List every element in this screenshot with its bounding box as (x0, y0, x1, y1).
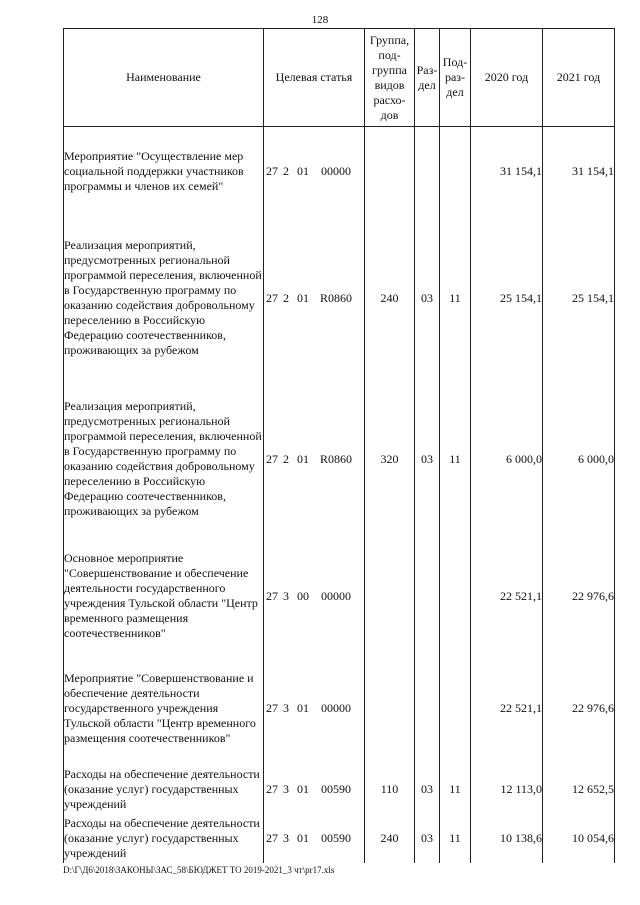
target-article-part: 27 (266, 163, 278, 178)
target-article-part: 01 (297, 781, 309, 796)
header-section: Раз-дел (415, 29, 440, 127)
row-target-article (264, 147, 365, 195)
row-target-article (264, 387, 365, 531)
target-article-part: 3 (283, 830, 289, 845)
page-number: 128 (311, 14, 329, 26)
target-article-part: 2 (283, 290, 289, 305)
row-name: Расходы на обеспечение деятельности (оказание услуг) государственных учреждений (64, 765, 264, 813)
target-article-part: R0860 (319, 451, 352, 466)
table-row (64, 147, 615, 195)
row-expense-group (365, 147, 415, 195)
row-target-article (264, 541, 365, 651)
header-expense-group: Группа, под-группа видов расхо-дов (365, 29, 415, 127)
row-subsection: 11 (440, 765, 471, 813)
row-name: Мероприятие "Совершенствование и обеспечение деятельности государственного учреждения Тульской области "Центр временного размещения соотечественников" (64, 661, 264, 755)
table-row (64, 661, 615, 755)
target-article-part: 27 (266, 588, 278, 603)
target-article-part: 3 (283, 700, 289, 715)
target-article-part: 00000 (321, 163, 351, 178)
target-article-part: 2 (283, 163, 289, 178)
row-section (415, 661, 440, 755)
row-target-article (264, 227, 365, 369)
row-amount-2021: 31 154,1 (543, 147, 615, 195)
row-target-article (264, 813, 365, 863)
row-subsection (440, 147, 471, 195)
row-section: 03 (415, 227, 440, 369)
row-expense-group (365, 661, 415, 755)
row-section: 03 (415, 765, 440, 813)
target-article-part: 27 (266, 451, 278, 466)
row-amount-2020: 31 154,1 (471, 147, 543, 195)
row-subsection (440, 541, 471, 651)
table-row (64, 387, 615, 531)
row-amount-2020: 22 521,1 (471, 541, 543, 651)
row-section: 03 (415, 813, 440, 863)
target-article-part: 01 (297, 163, 309, 178)
target-article-part: 3 (283, 781, 289, 796)
row-subsection: 11 (440, 813, 471, 863)
row-amount-2021: 10 054,6 (543, 813, 615, 863)
row-subsection: 11 (440, 227, 471, 369)
row-expense-group: 110 (365, 765, 415, 813)
file-path-footer: D:\Г\Д6\2018\ЗАКОНЫ\ЗАС_58\БЮДЖЕТ ТО 2019-2021_3 чт\pr17.xls (63, 865, 335, 875)
row-name: Расходы на обеспечение деятельности (оказание услуг) государственных учреждений (64, 813, 264, 863)
row-subsection: 11 (440, 387, 471, 531)
target-article-part: 01 (297, 830, 309, 845)
row-name: Реализация мероприятий, предусмотренных региональной программой переселения, включенной в Государственную программу по оказанию содействия добровольному переселению в Российскую Федерацию соотечественников, проживающих за рубежом (64, 227, 264, 369)
target-article-part: 00000 (321, 588, 351, 603)
row-amount-2020: 6 000,0 (471, 387, 543, 531)
row-expense-group: 320 (365, 387, 415, 531)
target-article-part: 27 (266, 700, 278, 715)
row-amount-2021: 25 154,1 (543, 227, 615, 369)
row-amount-2020: 12 113,0 (471, 765, 543, 813)
target-article-part: 27 (266, 781, 278, 796)
row-target-article (264, 765, 365, 813)
header-year-2021: 2021 год (543, 29, 615, 127)
row-subsection (440, 661, 471, 755)
table-row (64, 227, 615, 369)
row-name: Реализация мероприятий, предусмотренных региональной программой переселения, включенной в Государственную программу по оказанию содействия добровольному переселению в Российскую Федерацию соотечественников, проживающих за рубежом (64, 387, 264, 531)
header-name: Наименование (64, 29, 264, 127)
row-section: 03 (415, 387, 440, 531)
row-expense-group: 240 (365, 227, 415, 369)
table-row (64, 813, 615, 863)
target-article-part: 01 (297, 451, 309, 466)
row-expense-group (365, 541, 415, 651)
target-article-part: 01 (297, 700, 309, 715)
row-expense-group: 240 (365, 813, 415, 863)
target-article-part: 2 (283, 451, 289, 466)
budget-table (63, 28, 615, 863)
target-article-part: 27 (266, 830, 278, 845)
target-article-part: 00590 (321, 830, 351, 845)
header-target-article: Целевая статья (264, 29, 365, 127)
header-year-2020: 2020 год (471, 29, 543, 127)
row-amount-2021: 12 652,5 (543, 765, 615, 813)
row-section (415, 541, 440, 651)
table-row (64, 765, 615, 813)
row-amount-2021: 22 976,6 (543, 541, 615, 651)
target-article-part: 3 (283, 588, 289, 603)
row-amount-2021: 6 000,0 (543, 387, 615, 531)
row-amount-2020: 25 154,1 (471, 227, 543, 369)
header-subsection: Под-раз-дел (440, 29, 471, 127)
row-name: Мероприятие "Осуществление мер социальной поддержки участников программы и членов их семей" (64, 147, 264, 195)
target-article-part: 00590 (321, 781, 351, 796)
row-target-article (264, 661, 365, 755)
row-section (415, 147, 440, 195)
target-article-part: 00 (297, 588, 309, 603)
table-row (64, 541, 615, 651)
target-article-part: R0860 (319, 290, 352, 305)
row-name: Основное мероприятие "Совершенствование и обеспечение деятельности государственного учреждения Тульской области "Центр временного размещения соотечественников" (64, 541, 264, 651)
row-amount-2021: 22 976,6 (543, 661, 615, 755)
target-article-part: 27 (266, 290, 278, 305)
target-article-part: 01 (297, 290, 309, 305)
row-amount-2020: 10 138,6 (471, 813, 543, 863)
target-article-part: 00000 (321, 700, 351, 715)
row-amount-2020: 22 521,1 (471, 661, 543, 755)
